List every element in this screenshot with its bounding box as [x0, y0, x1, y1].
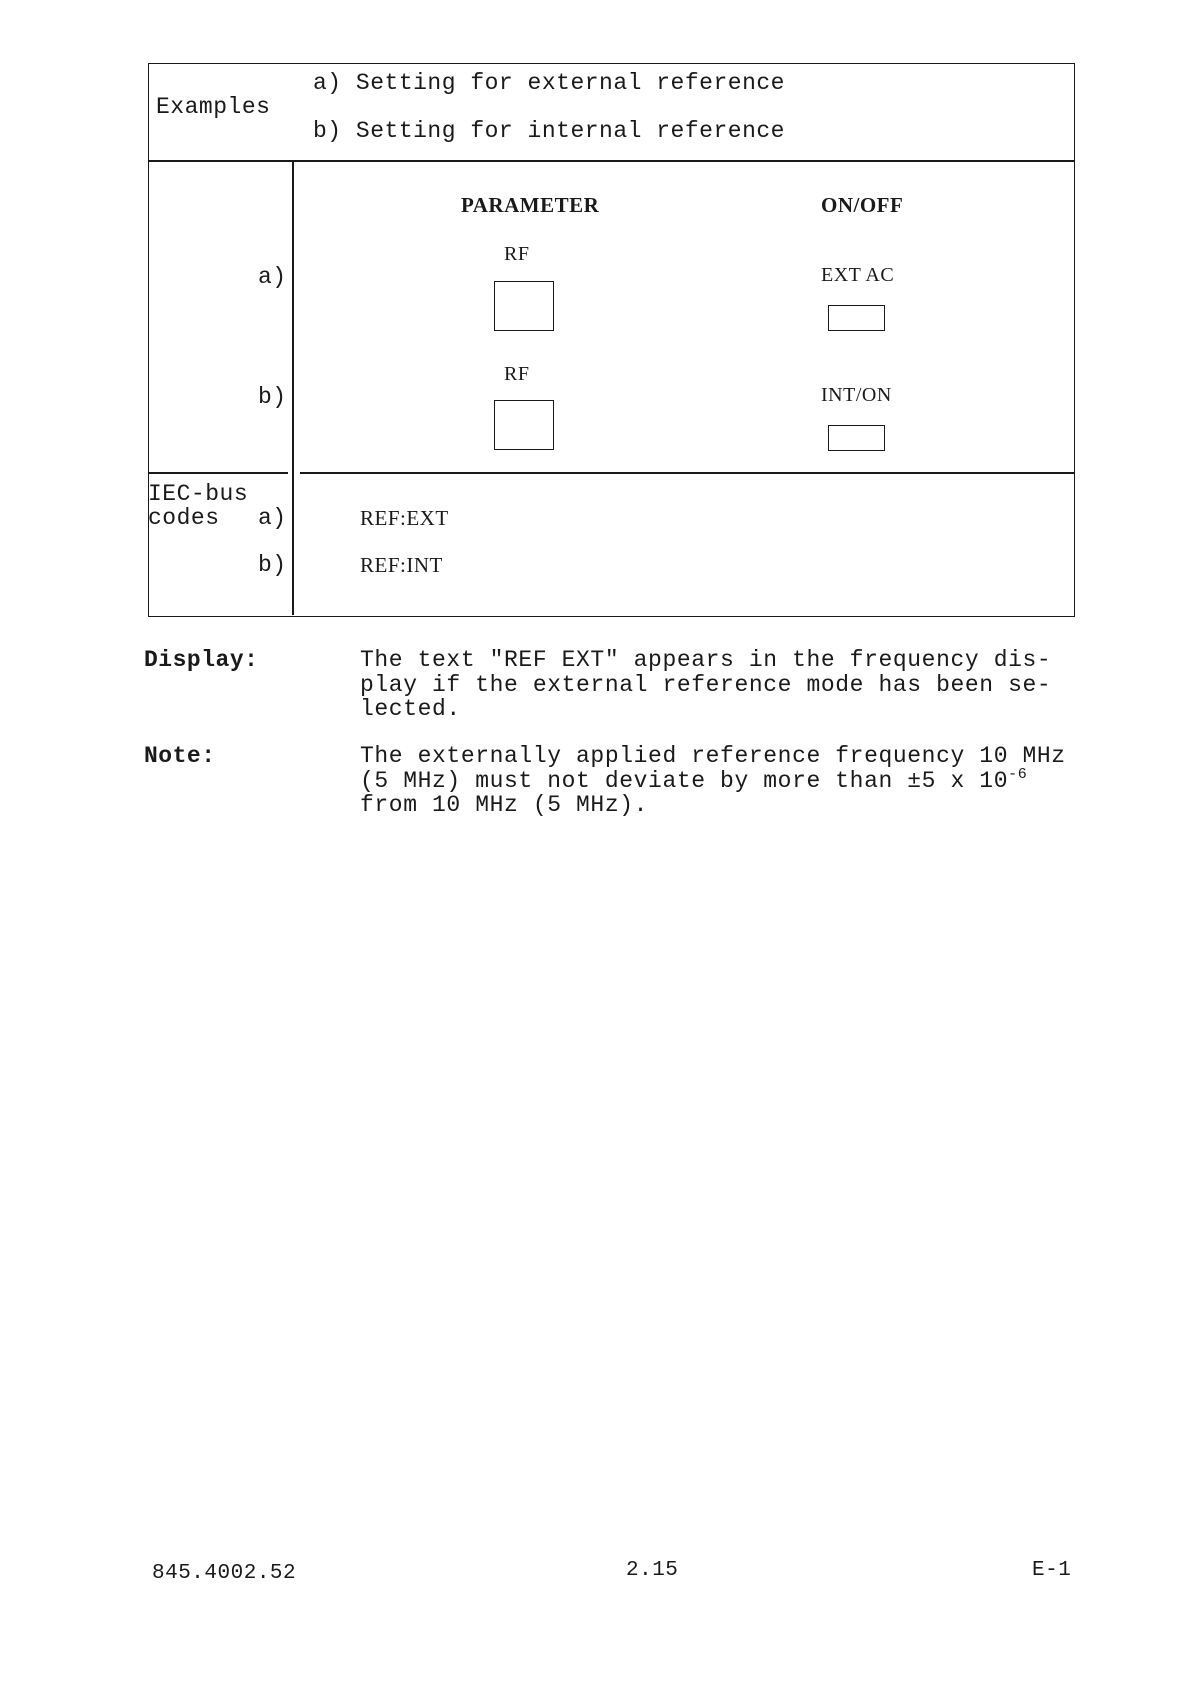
- examples-label: Examples: [156, 94, 271, 120]
- table-column-divider: [292, 160, 294, 615]
- iec-code-b: REF:INT: [360, 553, 443, 577]
- display-line-2: play if the external reference mode has been se-: [360, 671, 1052, 698]
- row-a-onoff-key-label: EXT AC: [821, 264, 895, 286]
- table-divider-iec-right: [300, 472, 1075, 474]
- row-b-param-key-label: RF: [504, 363, 530, 385]
- note-line-2-text: (5 MHz) must not deviate by more than ±5 x 10: [360, 767, 1009, 794]
- footer-page-number: 2.15: [626, 1559, 679, 1582]
- settings-table-frame: [148, 63, 1075, 617]
- row-a-ext-ac-key[interactable]: [828, 305, 885, 331]
- iec-code-a: REF:EXT: [360, 506, 449, 530]
- example-b-text: b) Setting for internal reference: [313, 118, 785, 144]
- note-line-2: [360, 765, 1066, 794]
- iec-marker-a: a): [258, 505, 287, 531]
- onoff-header: ON/OFF: [821, 193, 904, 217]
- row-b-rf-key[interactable]: [494, 400, 554, 450]
- row-b-onoff-key-label: INT/ON: [821, 384, 892, 406]
- row-a-marker: a): [258, 264, 287, 290]
- row-a-rf-key[interactable]: [494, 281, 554, 331]
- display-label: Display:: [144, 647, 259, 673]
- footer-doc-number: 845.4002.52: [152, 1562, 297, 1585]
- iec-label-line2: codes: [148, 505, 220, 531]
- note-exponent: -6: [1008, 765, 1028, 783]
- note-label: Note:: [144, 743, 216, 769]
- footer-edition: E-1: [1032, 1559, 1072, 1582]
- note-text: [360, 744, 1066, 818]
- row-b-marker: b): [258, 384, 287, 410]
- display-text: [360, 648, 1051, 722]
- row-b-int-on-key[interactable]: [828, 425, 885, 451]
- row-a-param-key-label: RF: [504, 243, 530, 265]
- display-line-3: lected.: [360, 696, 461, 722]
- display-line-1: The text "REF EXT" appears in the frequency dis-: [360, 647, 1052, 673]
- iec-marker-b: b): [258, 552, 287, 578]
- note-line-3: from 10 MHz (5 MHz).: [360, 792, 649, 818]
- example-a-text: a) Setting for external reference: [313, 70, 785, 96]
- table-divider-examples: [148, 160, 1075, 162]
- iec-label-line1: IEC-bus: [148, 481, 249, 507]
- parameter-header: PARAMETER: [461, 193, 600, 217]
- table-divider-iec-left: [148, 472, 288, 474]
- note-line-1: The externally applied reference frequency 10 MHz: [360, 743, 1066, 769]
